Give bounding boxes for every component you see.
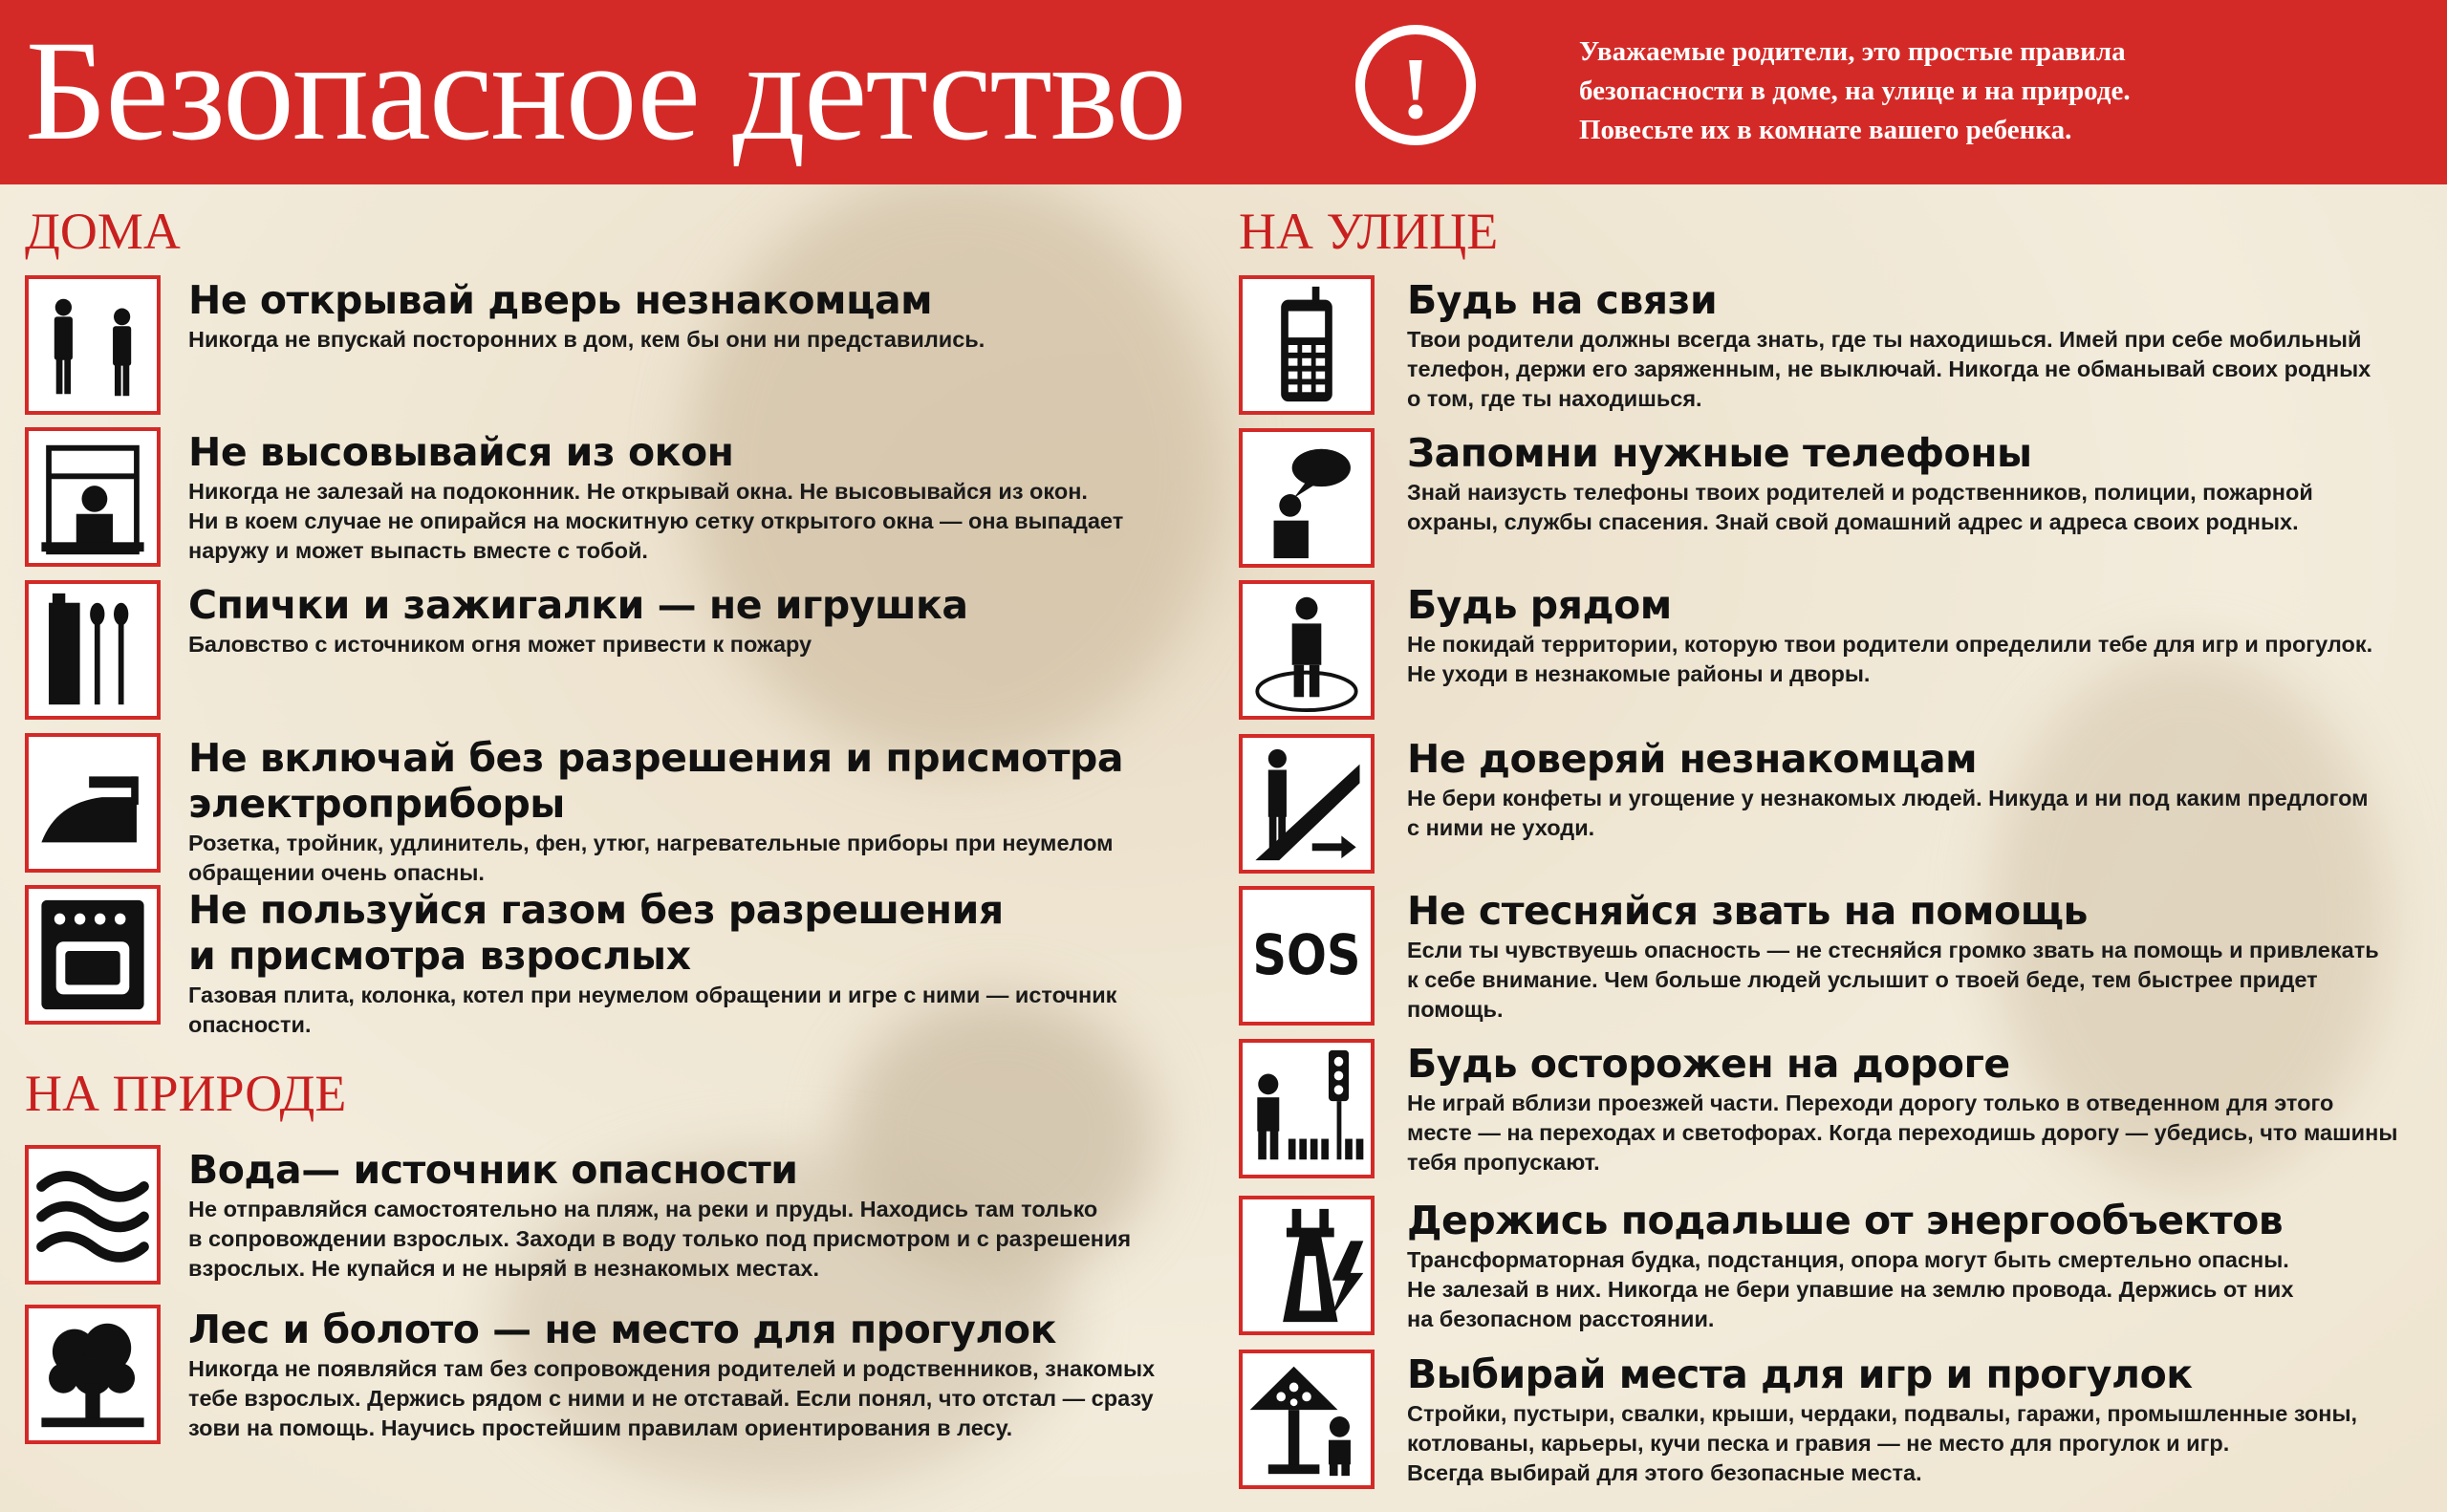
header-banner (0, 0, 2447, 184)
stranger-danger-icon (1239, 734, 1375, 874)
rule-description-line: помощь. (1407, 997, 1504, 1022)
rule-description-line: телефон, держи его заряженным, не выключай. Никогда не обманывай своих родных (1407, 356, 2371, 381)
rule-description-line: с ними не уходи. (1407, 815, 1595, 840)
rule-heading: Не включай без разрешения и присмотра (188, 735, 1124, 781)
rule-description (1407, 630, 2430, 689)
water-waves-icon (25, 1145, 161, 1285)
rule-description (188, 630, 1182, 659)
speech-bubble-icon (1239, 428, 1375, 568)
rule-description-line: охраны, службы спасения. Знай свой домашний адрес и адреса своих родных. (1407, 509, 2299, 534)
rule-description-line: на безопасном расстоянии. (1407, 1307, 1715, 1331)
rule-heading: Не открывай дверь незнакомцам (188, 277, 933, 323)
person-in-circle-icon (1239, 580, 1375, 720)
rule-description-line: опасности. (188, 1012, 312, 1037)
rule-description-line: Знай наизусть телефоны твоих родителей и родственников, полиции, пожарной (1407, 480, 2313, 505)
rule-heading: Не стесняйся звать на помощь (1407, 888, 2088, 934)
parents-note (1579, 32, 2420, 150)
rule-description-line: Не залезай в них. Никогда не бери упавшие на землю провода. Держись от них (1407, 1277, 2294, 1302)
rule-description-line: наружу и может выпасть вместе с тобой. (188, 538, 648, 563)
rule-heading: Не пользуйся газом без разрешения (188, 887, 1004, 933)
rule-heading: Вода— источник опасности (188, 1147, 798, 1193)
rule-description-line: Твои родители должны всегда знать, где ты находишься. Имей при себе мобильный (1407, 327, 2362, 352)
rule-description (188, 477, 1182, 566)
rule-heading: электроприборы (188, 781, 565, 827)
section-title-nature: НА ПРИРОДЕ (25, 1065, 347, 1122)
rule-description-line: Не уходи в незнакомые районы и дворы. (1407, 661, 1871, 686)
rule-description-line: Газовая плита, колонка, котел при неумелом обращении и игре с ними — источник (188, 983, 1117, 1007)
falling-objects-icon (1239, 1350, 1375, 1489)
rule-description-line: Розетка, тройник, удлинитель, фен, утюг, нагревательные приборы при неумелом (188, 831, 1114, 855)
section-title-street: НА УЛИЦЕ (1239, 203, 1499, 260)
rule-description-line: Стройки, пустыри, свалки, крыши, чердаки, подвалы, гаражи, промышленные зоны, (1407, 1401, 2358, 1426)
rule-description (188, 981, 1182, 1040)
rule-description-line: Не бери конфеты и угощение у незнакомых людей. Никуда и ни под каким предлогом (1407, 786, 2369, 810)
rule-description-line: Если ты чувствуешь опасность — не стесняйся громко звать на помощь и привлекать (1407, 938, 2379, 962)
rule-description (1407, 478, 2430, 537)
crosswalk-traffic-light-icon (1239, 1039, 1375, 1178)
rule-description (188, 1195, 1202, 1284)
rule-description (188, 829, 1182, 888)
background-photo-face (688, 172, 1224, 765)
rule-heading: Не высовывайся из окон (188, 429, 734, 475)
rule-description-line: Не играй вблизи проезжей части. Переходи дорогу только в отведенном для этого (1407, 1091, 2334, 1115)
iron-icon (25, 733, 161, 873)
window-icon (25, 427, 161, 567)
rule-description-line: Никогда не появляйся там без сопровождения родителей и родственников, знакомых (188, 1356, 1156, 1381)
strangers-icon (25, 275, 161, 415)
mobile-phone-icon (1239, 275, 1375, 415)
page-title: Безопасное детство (25, 11, 1185, 170)
rule-heading: Не доверяй незнакомцам (1407, 736, 1978, 782)
parents-note-line: безопасности в доме, на улице и на природе. (1579, 76, 2131, 106)
rule-heading: Будь на связи (1407, 277, 1718, 323)
rule-description-line: тебя пропускают. (1407, 1150, 1600, 1175)
section-title-home: ДОМА (25, 203, 181, 260)
warning-icon (1355, 25, 1476, 145)
rule-description (1407, 1089, 2430, 1177)
rule-description (1407, 1399, 2430, 1488)
warning-symbol: ! (1400, 39, 1431, 137)
parents-note-line: Уважаемые родители, это простые правила (1579, 36, 2126, 67)
rule-description-line: Не отправляйся самостоятельно на пляж, на реки и пруды. Находись там только (188, 1197, 1098, 1221)
rule-description-line: месте — на переходах и светофорах. Когда переходишь дорогу — убедись, что машины (1407, 1120, 2398, 1145)
rule-description-line: Никогда не впускай посторонних в дом, кем бы они ни представились. (188, 327, 985, 352)
rule-description (1407, 1245, 2430, 1334)
rule-description-line: Всегда выбирай для этого безопасные места. (1407, 1460, 1922, 1485)
rule-heading: Спички и зажигалки — не игрушка (188, 582, 968, 628)
rule-description-line: зови на помощь. Научись простейшим правилам ориентирования в лесу. (188, 1415, 1013, 1440)
rule-heading: и присмотра взрослых (188, 933, 691, 979)
power-line-icon (1239, 1196, 1375, 1335)
rule-description-line: Баловство с источником огня может привести к пожару (188, 632, 812, 657)
rule-description-line: тебе взрослых. Держись рядом с ними и не отставай. Если понял, что отстал — сразу (188, 1386, 1154, 1411)
rule-description (1407, 936, 2430, 1025)
rule-heading: Будь рядом (1407, 582, 1672, 628)
rule-description (188, 325, 1182, 355)
rule-heading: Лес и болото — не место для прогулок (188, 1307, 1056, 1352)
rule-description-line: Никогда не залезай на подоконник. Не открывай окна. Не высовывайся из окон. (188, 479, 1088, 504)
rule-description-line: о том, где ты находишься. (1407, 386, 1702, 411)
rule-heading: Держись подальше от энергообъектов (1407, 1198, 2284, 1243)
rule-description-line: обращении очень опасны. (188, 860, 485, 885)
parents-note-line: Повесьте их в комнате вашего ребенка. (1579, 115, 2072, 145)
rule-heading: Запомни нужные телефоны (1407, 430, 2032, 476)
matches-lighter-icon (25, 580, 161, 720)
rule-description-line: котлованы, карьеры, кучи песка и гравия — не место для прогулок и игр. (1407, 1431, 2230, 1456)
rule-heading: Выбирай места для игр и прогулок (1407, 1351, 2193, 1397)
sos-label: SOS (1252, 922, 1361, 987)
rule-description-line: Не покидай территории, которую твои родители определили тебе для игр и прогулок. (1407, 632, 2373, 657)
gas-stove-icon (25, 885, 161, 1025)
rule-description (188, 1354, 1202, 1443)
rule-description-line: Трансформаторная будка, подстанция, опора могут быть смертельно опасны. (1407, 1247, 2289, 1272)
rule-description-line: в сопровождении взрослых. Заходи в воду только под присмотром и с разрешения (188, 1226, 1132, 1251)
rule-description-line: Ни в коем случае не опирайся на москитную сетку открытого окна — она выпадает (188, 508, 1124, 533)
rule-description-line: взрослых. Не купайся и не ныряй в незнакомых местах. (188, 1256, 820, 1281)
rule-heading: Будь осторожен на дороге (1407, 1041, 2010, 1087)
tree-icon (25, 1305, 161, 1444)
rule-description (1407, 325, 2430, 414)
rule-description-line: к себе внимание. Чем больше людей услышит о твоей беде, тем быстрее придет (1407, 967, 2318, 992)
sos-icon (1239, 886, 1375, 1026)
rule-description (1407, 784, 2430, 843)
